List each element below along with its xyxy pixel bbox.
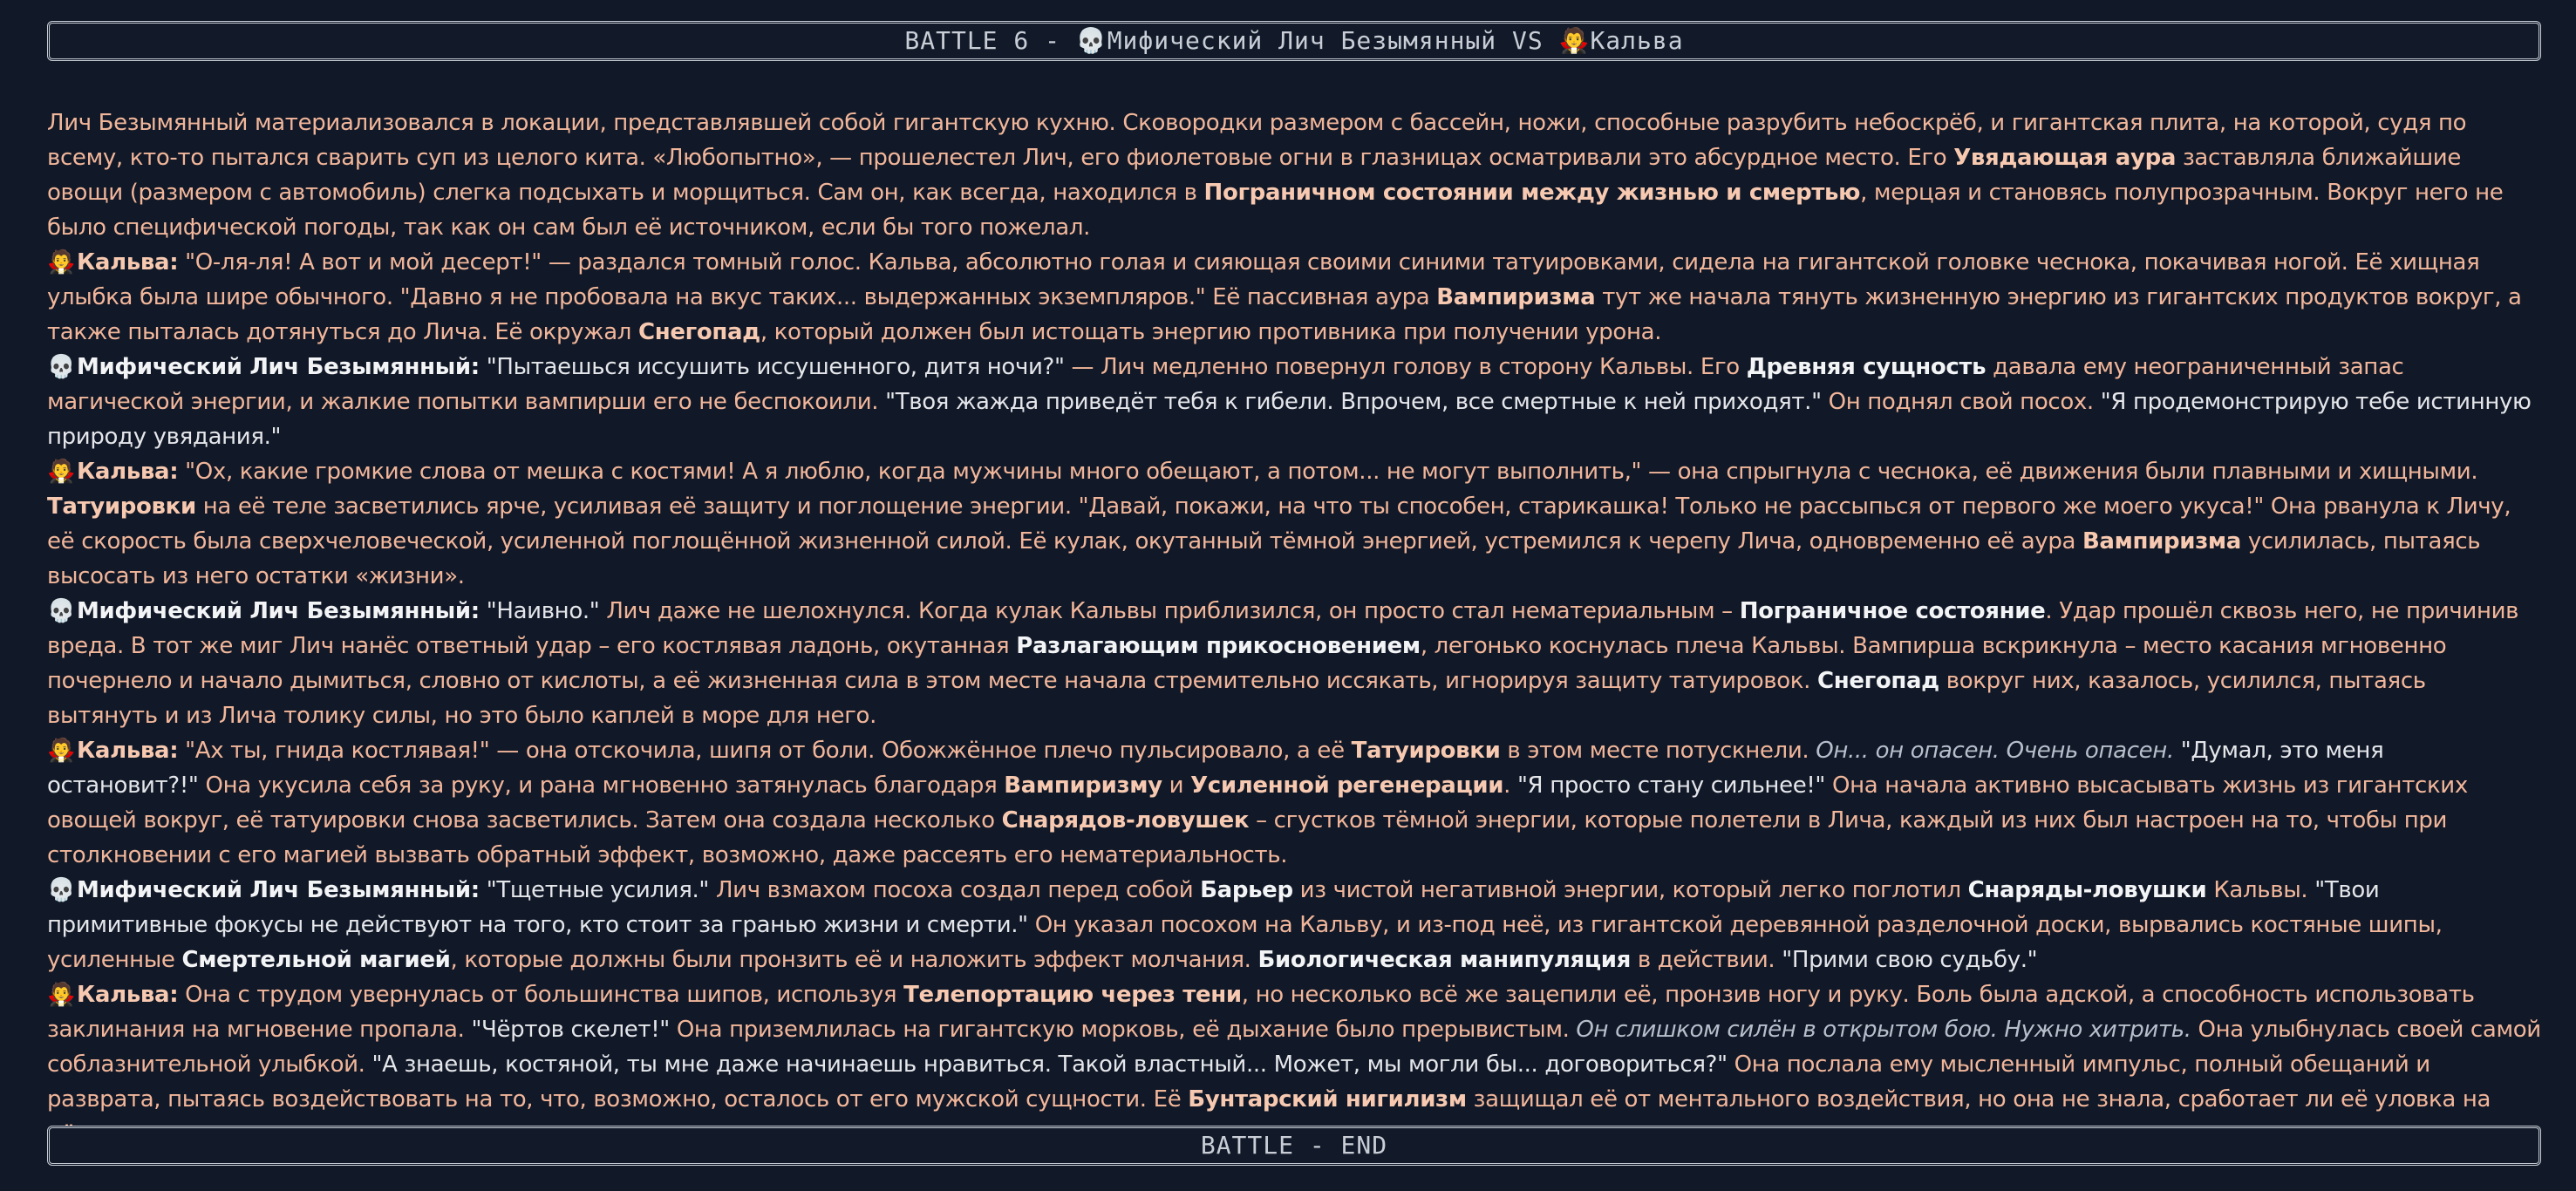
skull-icon: 💀 bbox=[47, 598, 76, 624]
skull-icon: 💀 bbox=[47, 354, 76, 380]
narrative-intro: Лич Безымянный материализовался в локации, представлявшей собой гигантскую кухню. Сковородки размером с бассейн, ножи, способные разрубить небоскрёб, и гигантская плита, на которой, судя по всему, кто-то пытался сварить суп из целого кита. «Любопытно», — прошелестел Лич, его фиолетовые огни в глазницах осматривали это абсурдное место. Его Увядающая аура заставляла ближайшие овощи (размером с автомобиль) слегка подсыхать и морщиться. Сам он, как всегда, находился в Пограничном состоянии между жизнью и смертью, мерцая и становясь полупрозрачным. Вокруг него не было специфической погоды, так как он сам был её источником, если бы того пожелал. bbox=[47, 110, 2504, 241]
vampire-icon: 🧛 bbox=[47, 738, 76, 764]
skull-icon: 💀 bbox=[47, 877, 76, 903]
narrative-turn-kalva: 🧛Кальва: "Ах ты, гнида костлявая!" — она отскочила, шипя от боли. Обожжённое плечо пульсировало, а её Татуировки в этом месте потускнели. Он... он опасен. Очень опасен. "Думал, это меня остановит?!" Она укусила себя за руку, и рана мгновенно затянулась благодаря Вампиризму и Усиленной регенерации. "Я просто стану сильнее!" Она начала активно высасывать жизнь из гигантских овощей вокруг, её татуировки снова засветились. Затем она создала несколько Снарядов-ловушек – сгустков тёмной энергии, которые полетели в Лича, каждый из них был настроен на то, чтобы при столкновении с его магией вызвать обратный эффект, возможно, даже рассеять его нематериальность. bbox=[47, 733, 2541, 873]
battle-end-label: BATTLE - END bbox=[1200, 1131, 1388, 1160]
narrative-turn-lich: 💀Мифический Лич Безымянный: "Тщетные усилия." Лич взмахом посоха создал перед собой Барьер из чистой негативной энергии, который легко поглотил Снаряды-ловушки Кальвы. "Твои примитивные фокусы не действуют на того, кто стоит за гранью жизни и смерти." Он указал посохом на Кальву, и из-под неё, из гигантской деревянной разделочной доски, вырвались костяные шипы, усиленные Смертельной магией, которые должны были пронзить её и наложить эффект молчания. Биологическая манипуляция в действии. "Прими свою судьбу." bbox=[47, 873, 2541, 977]
vampire-icon: 🧛 bbox=[47, 249, 76, 276]
narrative-turn-lich: 💀Мифический Лич Безымянный: "Пытаешься иссушить иссушенного, дитя ночи?" — Лич медленно повернул голову в сторону Кальвы. Его Древняя сущность давала ему неограниченный запас магической энергии, и жалкие попытки вампирши его не беспокоили. "Твоя жажда приведёт тебя к гибели. Впрочем, все смертные к ней приходят." Он поднял свой посох. "Я продемонстрирую тебе истинную природу увядания." bbox=[47, 350, 2541, 454]
fighter-2-name: Кальва bbox=[1590, 26, 1684, 55]
battle-number: BATTLE 6 - bbox=[904, 26, 1076, 55]
vampire-icon: 🧛 bbox=[47, 459, 76, 485]
battle-narrative bbox=[47, 105, 2541, 1119]
skull-icon: 💀 bbox=[1075, 26, 1107, 55]
narrative-turn-kalva: 🧛Кальва: "О-ля-ля! А вот и мой десерт!" — раздался томный голос. Кальва, абсолютно голая и сияющая своими синими татуировками, сидела на гигантской головке чеснока, покачивая ногой. Её хищная улыбка была шире обычного. "Давно я не пробовала на вкус таких... выдержанных экземпляров." Её пассивная аура Вампиризма тут же начала тянуть жизненную энергию из гигантских продуктов вокруг, а также пыталась дотянуться до Лича. Её окружал Снегопад, который должен был истощать энергию противника при получении урона. bbox=[47, 245, 2541, 350]
fighter-1-name: Мифический Лич Безымянный bbox=[1107, 26, 1497, 55]
vampire-icon: 🧛 bbox=[1558, 26, 1591, 55]
battle-title-banner bbox=[47, 21, 2541, 61]
vampire-icon: 🧛 bbox=[47, 982, 76, 1008]
narrative-turn-kalva: 🧛Кальва: "Ох, какие громкие слова от мешка с костями! А я люблю, когда мужчины много обещают, а потом... не могут выполнить," — она спрыгнула с чеснока, её движения были плавными и хищными. Татуировки на её теле засветились ярче, усиливая её защиту и поглощение энергии. "Давай, покажи, на что ты способен, старикашка! Только не рассыпься от первого же моего укуса!" Она рванула к Личу, её скорость была сверхчеловеческой, усиленной поглощённой жизненной силой. Её кулак, окутанный тёмной энергией, устремился к черепу Лича, одновременно её аура Вампиризма усилилась, пытаясь высосать из него остатки «жизни». bbox=[47, 454, 2541, 594]
versus-label: VS bbox=[1496, 26, 1559, 55]
narrative-turn-lich: 💀Мифический Лич Безымянный: "Наивно." Лич даже не шелохнулся. Когда кулак Кальвы приблизился, он просто стал нематериальным – Пограничное состояние. Удар прошёл сквозь него, не причинив вреда. В тот же миг Лич нанёс ответный удар – его костлявая ладонь, окутанная Разлагающим прикосновением, легонько коснулась плеча Кальвы. Вампирша вскрикнула – место касания мгновенно почернело и начало дымиться, словно от кислоты, а её жизненная сила в этом месте начала стремительно иссякать, игнорируя защиту татуировок. Снегопад вокруг них, казалось, усилился, пытаясь вытянуть и из Лича толику силы, но это было каплей в море для него. bbox=[47, 594, 2541, 733]
battle-end-banner bbox=[47, 1126, 2541, 1166]
narrative-turn-kalva: 🧛Кальва: Она с трудом увернулась от большинства шипов, используя Телепортацию через тени, но несколько всё же зацепили её, пронзив ногу и руку. Боль была адской, а способность использовать заклинания на мгновение пропала. "Чёртов скелет!" Она приземлилась на гигантскую морковь, её дыхание было прерывистым. Он слишком силён в открытом бою. Нужно хитрить. Она улыбнулась своей самой соблазнительной улыбкой. "А знаешь, костяной, ты мне даже начинаешь нравиться. Такой властный... Может, мы могли бы... договориться?" Она послала ему мысленный импульс, полный обещаний и разврата, пытаясь воздействовать на то, что, возможно, осталось от его мужской сущности. Её Бунтарский нигилизм защищал её от ментального воздействия, но она не знала, сработает ли её уловка на bbox=[47, 977, 2541, 1152]
